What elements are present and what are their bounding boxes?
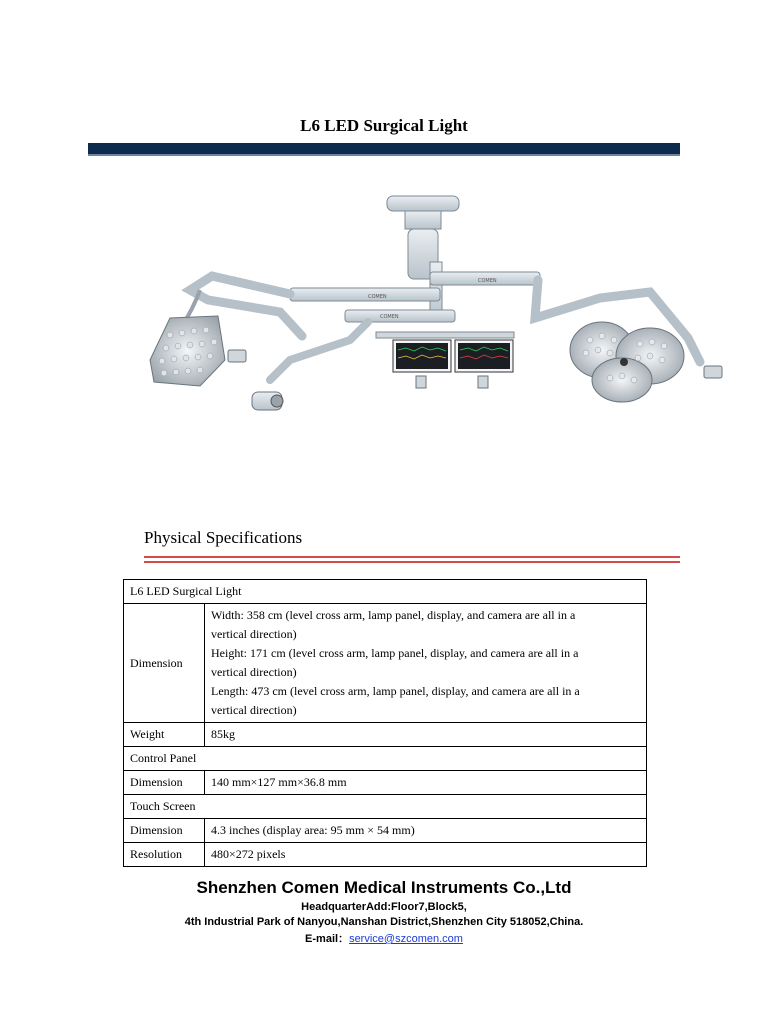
table-row bbox=[124, 771, 647, 795]
spec-table bbox=[123, 579, 647, 867]
resolution-value: 480×272 pixels bbox=[205, 843, 647, 867]
weight-value: 85kg bbox=[205, 723, 647, 747]
control-panel-header: Control Panel bbox=[124, 747, 647, 771]
address-line: 4th Industrial Park of Nanyou,Nanshan District,Shenzhen City 518052,China. bbox=[184, 916, 584, 928]
touch-screen-header: Touch Screen bbox=[124, 795, 647, 819]
table-header-cell: L6 LED Surgical Light bbox=[124, 580, 647, 604]
section-heading: Physical Specifications bbox=[144, 528, 303, 547]
dimension-value bbox=[205, 604, 647, 723]
table-row bbox=[124, 795, 647, 819]
control-panel-dimension-value: 140 mm×127 mm×36.8 mm bbox=[205, 771, 647, 795]
arm-label: COMEN bbox=[478, 278, 497, 284]
arm-label: COMEN bbox=[368, 294, 387, 300]
table-row bbox=[124, 604, 647, 723]
dimension-line: Length: 473 cm (level cross arm, lamp panel, display, and camera are all in a bbox=[211, 684, 580, 698]
dimension-line: vertical direction) bbox=[211, 665, 297, 679]
email-line bbox=[0, 930, 768, 946]
dimension-line: vertical direction) bbox=[211, 627, 297, 641]
section-rule bbox=[144, 556, 680, 558]
table-row bbox=[124, 843, 647, 867]
email-label: E-mail： bbox=[305, 933, 350, 945]
title-underline-bar bbox=[88, 143, 680, 154]
email-link[interactable]: service@szcomen.com bbox=[349, 933, 463, 945]
touch-screen-dimension-label: Dimension bbox=[124, 819, 205, 843]
monitor-assembly bbox=[376, 332, 514, 388]
camera-head bbox=[252, 392, 283, 410]
section-rule bbox=[144, 561, 680, 563]
document-title: L6 LED Surgical Light bbox=[300, 116, 468, 135]
table-row bbox=[124, 723, 647, 747]
ceiling-mount bbox=[387, 196, 459, 322]
left-lamp-head bbox=[150, 316, 246, 386]
weight-label: Weight bbox=[124, 723, 205, 747]
camera-arm bbox=[270, 322, 368, 380]
resolution-label: Resolution bbox=[124, 843, 205, 867]
table-row bbox=[124, 580, 647, 604]
arm-label: COMEN bbox=[380, 314, 399, 320]
touch-screen-dimension-value: 4.3 inches (display area: 95 mm × 54 mm) bbox=[205, 819, 647, 843]
address-line: HeadquarterAdd:Floor7,Block5, bbox=[301, 901, 467, 913]
dimension-line: vertical direction) bbox=[211, 703, 297, 717]
dimension-line: Height: 171 cm (level cross arm, lamp panel, display, and camera are all in a bbox=[211, 646, 579, 660]
dimension-label: Dimension bbox=[124, 604, 205, 723]
table-row bbox=[124, 747, 647, 771]
surgical-light-illustration bbox=[140, 190, 730, 440]
company-name: Shenzhen Comen Medical Instruments Co.,Ltd bbox=[196, 878, 572, 897]
table-row bbox=[124, 819, 647, 843]
dimension-line: Width: 358 cm (level cross arm, lamp panel, display, and camera are all in a bbox=[211, 608, 576, 622]
control-panel-dimension-label: Dimension bbox=[124, 771, 205, 795]
